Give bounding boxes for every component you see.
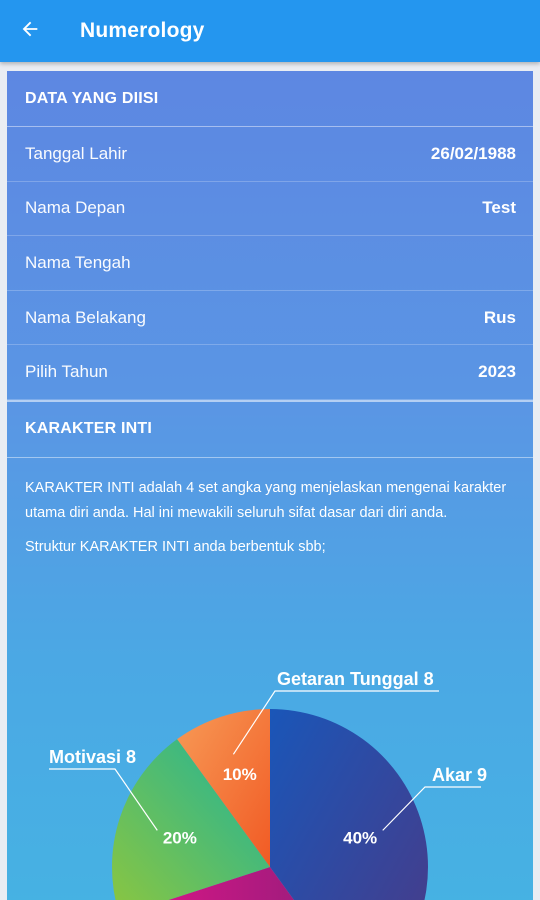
slice-name-label: Akar 9 xyxy=(432,765,488,785)
row-label: Pilih Tahun xyxy=(25,362,108,382)
section-header-core: KARAKTER INTI xyxy=(7,402,533,458)
slice-percent-label: 10% xyxy=(222,764,257,784)
row-value: 26/02/1988 xyxy=(430,143,516,163)
structure-text: Struktur KARAKTER INTI anda berbentuk sbb; xyxy=(25,538,326,555)
row-label: Nama Depan xyxy=(25,198,126,218)
section-header-data: DATA YANG DIISI xyxy=(7,71,533,127)
slice-name-label: Getaran Tunggal 8 xyxy=(277,669,434,689)
pie-chart-svg xyxy=(7,591,533,900)
page-title: Numerology xyxy=(80,19,205,42)
row-birth-date xyxy=(7,127,533,182)
core-description: KARAKTER INTI adalah 4 set angka yang menjelaskan mengenai karakter utama diri anda. Hal ini mewakili seluruh sifat dasar dari diri anda. xyxy=(25,479,507,522)
app-bar xyxy=(0,0,540,62)
slice-percent-label: 20% xyxy=(162,828,197,848)
row-year xyxy=(7,345,533,400)
row-value: Test xyxy=(482,198,516,218)
pie-chart xyxy=(7,591,533,900)
row-label: Nama Tengah xyxy=(25,252,131,272)
row-label: Nama Belakang xyxy=(25,307,146,327)
pie-slice xyxy=(270,709,428,900)
back-button[interactable] xyxy=(0,0,60,62)
row-last-name xyxy=(7,291,533,346)
result-card xyxy=(7,71,533,900)
row-value: Rus xyxy=(483,307,516,327)
row-first-name xyxy=(7,182,533,237)
slice-name-label: Motivasi 8 xyxy=(49,747,137,767)
slice-percent-label: 40% xyxy=(343,828,378,848)
row-value: 2023 xyxy=(478,362,516,382)
row-label: Tanggal Lahir xyxy=(25,143,128,163)
row-middle-name xyxy=(7,236,533,291)
arrow-left-icon xyxy=(19,18,41,45)
